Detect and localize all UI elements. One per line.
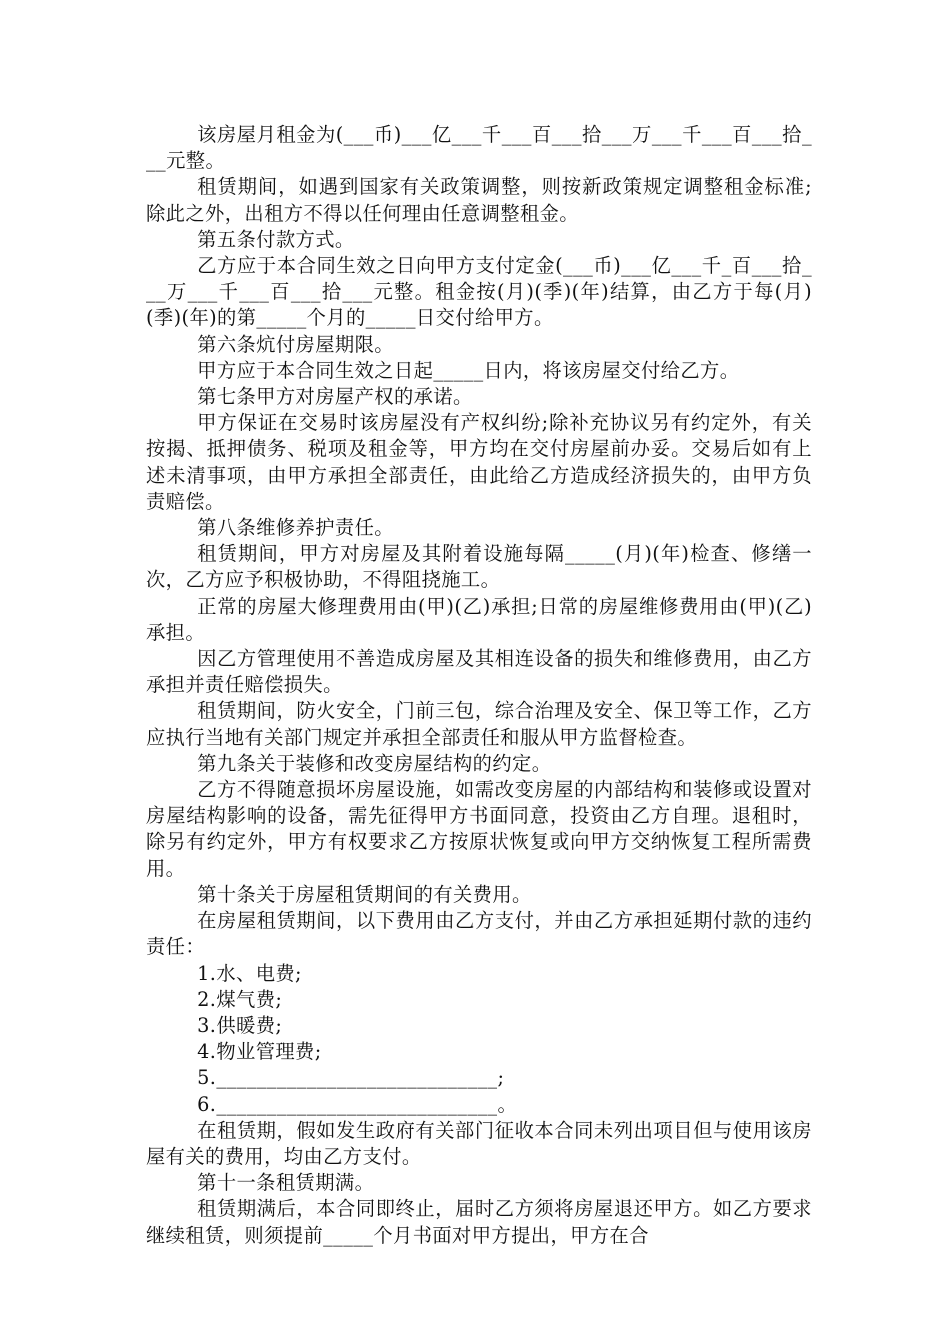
paragraph-inspection: 租赁期间，甲方对房屋及其附着设施每隔_____(月)(年)检查、修缮一次，乙方应予积极协助，不得阻挠施工。 [146, 542, 812, 592]
article-6-heading: 第六条炕付房屋期限。 [197, 332, 394, 356]
paragraph-deposit-payment: 乙方应于本合同生效之日向甲方支付定金(___币)___亿___千_百___拾___万___千___百___拾___元整。租金按(月)(季)(年)结算，由乙方于每(月)(季)(年)的第_____个月的_____日交付给甲方。 [146, 254, 812, 330]
paragraph-repair-costs: 正常的房屋大修理费用由(甲)(乙)承担;日常的房屋维修费用由(甲)(乙)承担。 [146, 594, 812, 644]
paragraph-delivery-date: 甲方应于本合同生效之日起_____日内，将该房屋交付给乙方。 [197, 358, 740, 382]
fee-item-5: 5.____________________________; [197, 1066, 505, 1090]
document-page [146, 122, 812, 1249]
article-9-heading: 第九条关于装修和改变房屋结构的约定。 [197, 751, 552, 775]
article-8-heading: 第八条维修养护责任。 [197, 516, 394, 540]
paragraph-damage-liability: 因乙方管理使用不善造成房屋及其相连设备的损失和维修费用，由乙方承担并责任赔偿损失。 [146, 647, 812, 697]
paragraph-rent-adjustment: 租赁期间，如遇到国家有关政策调整，则按新政策规定调整租金标准;除此之外，出租方不得以任何理由任意调整租金。 [146, 175, 812, 225]
article-5-heading: 第五条付款方式。 [197, 227, 355, 251]
fee-item-2: 2.煤气费; [197, 987, 283, 1011]
fee-item-6: 6.____________________________。 [197, 1092, 518, 1116]
paragraph-monthly-rent: 该房屋月租金为(___币)___亿___千___百___拾___万___千___百___拾___元整。 [146, 123, 812, 173]
article-11-heading: 第十一条租赁期满。 [197, 1171, 375, 1195]
paragraph-government-fees: 在租赁期，假如发生政府有关部门征收本合同未列出项目但与使用该房屋有关的费用，均由乙方支付。 [146, 1118, 812, 1168]
paragraph-title-guarantee: 甲方保证在交易时该房屋没有产权纠纷;除补充协议另有约定外，有关按揭、抵押债务、税项及租金等，甲方均在交付房屋前办妥。交易后如有上述未清事项，由甲方承担全部责任，由此给乙方造成经济损失的，由甲方负责赔偿。 [146, 411, 812, 513]
paragraph-lease-expiry: 租赁期满后，本合同即终止，届时乙方须将房屋退还甲方。如乙方要求继续租赁，则须提前_____个月书面对甲方提出，甲方在合 [146, 1197, 812, 1247]
fee-item-3: 3.供暖费; [197, 1013, 283, 1037]
paragraph-fees-intro: 在房屋租赁期间，以下费用由乙方支付，并由乙方承担延期付款的违约责任： [146, 909, 812, 959]
article-7-heading: 第七条甲方对房屋产权的承诺。 [197, 385, 473, 409]
paragraph-fire-safety: 租赁期间，防火安全，门前三包，综合治理及安全、保卫等工作，乙方应执行当地有关部门规定并承担全部责任和服从甲方监督检查。 [146, 699, 812, 749]
paragraph-renovation: 乙方不得随意损坏房屋设施，如需改变房屋的内部结构和装修或设置对房屋结构影响的设备，需先征得甲方书面同意，投资由乙方自理。退租时，除另有约定外，甲方有权要求乙方按原状恢复或向甲方交纳恢复工程所需费用。 [146, 778, 812, 880]
article-10-heading: 第十条关于房屋租赁期间的有关费用。 [197, 882, 532, 906]
fee-item-1: 1.水、电费; [197, 961, 302, 985]
fee-item-4: 4.物业管理费; [197, 1040, 322, 1064]
